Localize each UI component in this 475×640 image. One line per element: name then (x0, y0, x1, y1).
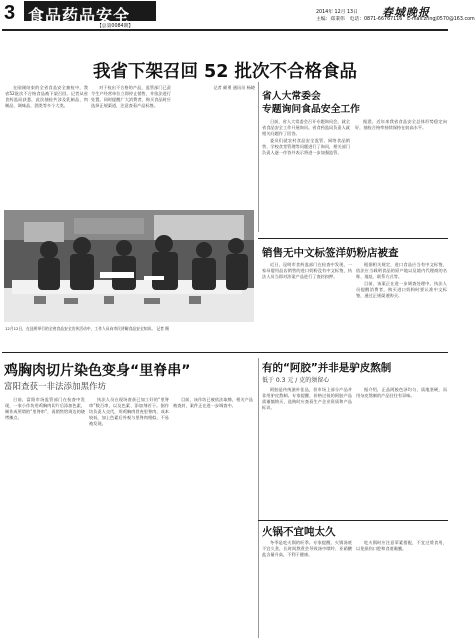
lead-paragraph: 对于检出不合格的产品，监管部门已责令生产经营单位立即停止销售，并依法进行处置。同时提醒广大消费者，购买食品时应选择正规渠道，注意查看产品标签。 (91, 85, 171, 109)
chicken-paragraph: 目前，该作坊已被依法取缔，相关产品被查封，案件正在进一步调查中。 (173, 397, 253, 409)
chicken-story-col-1 (5, 397, 85, 637)
lead-story-col-3 (175, 85, 255, 205)
sidebar-paragraph: 委员们就农村食品安全监管、网络食品销售、学校食堂管理等问题进行了询问，相关部门负责人逐一作答并表示将进一步加强监管。 (262, 138, 350, 156)
lead-headline: 我省下架召回 52 批次不合格食品 (92, 62, 358, 82)
chicken-paragraph: 执法人员在现场查获已加工好的“里脊串”数百串，以及色素、添加剂若干。据作坊负责人交代，用鸡胸肉冒充里脊肉，成本较低，加上色素后外观与里脊肉相似，不易被发现。 (89, 397, 169, 427)
middle-story-col-1 (262, 262, 352, 354)
hotpot-story-col-1 (262, 540, 352, 637)
hotpot-paragraph: 冬季是吃火锅的旺季。专家提醒，火锅汤底不宜久煮，长时间熬煮会导致汤中嘌呤、亚硝酸盐含量升高，不利于健康。 (262, 540, 352, 558)
lead-story-col-2 (91, 85, 171, 193)
middle-paragraph: 目前，该案正在进一步调查处理中。执法人员提醒消费者，购买进口奶粉时要认准中文标签，通过正规渠道购买。 (356, 281, 447, 299)
middle-story-title: 销售无中文标签洋奶粉店被查 (262, 247, 399, 259)
chicken-story-subtitle: 富阳查获一非法添加黑作坊 (4, 382, 107, 392)
hotpot-story-col-2 (356, 540, 447, 637)
photo-caption (5, 326, 255, 344)
middle-paragraph: 根据相关规定，进口食品应当有中文标签，依法应当载明食品的原产地以及境内代理商的名称、地址、联系方式等。 (356, 262, 447, 280)
sidebar-col-2 (355, 119, 447, 234)
main-photo (4, 210, 254, 322)
sidebar-title-line-1: 省人大常委会 (262, 91, 321, 102)
chicken-paragraph: 日前，富阳市场监管部门在检查中发现，一家小作坊用鸡胸肉切片后添加色素，制作成所谓的“里脊串”，再销售给周边的烧烤摊点。 (5, 397, 85, 421)
page-number: 3 (4, 2, 16, 24)
lead-byline: 记者 颜勇 通讯员 杨晓 (213, 85, 255, 90)
donkey-story-subtitle: 低于 0.3 元 / 克的须留心 (262, 377, 330, 384)
issue-number: 【总第0084期】 (97, 24, 134, 29)
sidebar-paragraph: 据悉，近年来我省食品安全总体形势稳定向好，抽检合格率持续保持在较高水平。 (355, 119, 447, 131)
chicken-story-col-2 (89, 397, 169, 637)
middle-story-col-2 (356, 262, 447, 354)
donkey-paragraph: 据介绍，正品阿胶色泽均匀、质地坚硬，而用杂皮熬制的产品往往有异味。 (356, 387, 447, 399)
editor-line: 主编：郑秉伟 电话：0871-66767116 E-mail:zhngj0570@163.com (316, 17, 475, 22)
chicken-story-title: 鸡胸肉切片染色变身“里脊串” (4, 363, 191, 379)
hotpot-story-rule (258, 520, 448, 521)
photo-caption-text: 12月12日，在昆明举行的全省食品安全宣传活动中，工作人员向市民讲解食品安全知识。 (5, 326, 156, 331)
lead-paragraph: 在刚刚结束的全省食品安全抽检中，我省52批次不合格食品被下架召回。记者从省食药监局获悉，此次抽检共涉及乳制品、肉制品、调味品、酒类等多个大类。 (5, 85, 88, 109)
donkey-story-rule (258, 358, 259, 638)
lead-story-col-1 (5, 85, 88, 193)
lower-section-rule (2, 352, 448, 353)
chicken-story-col-3 (173, 397, 253, 637)
middle-paragraph: 近日，昆明市食药监部门在检查中发现，一家母婴用品店销售的进口奶粉没有中文标签，执法人员当即对涉案产品进行了查封扣押。 (262, 262, 352, 280)
sidebar-title-line-2: 专题询问食品安全工作 (262, 104, 360, 115)
photo-credit: 记者 摄 (156, 326, 169, 331)
middle-story-rule (258, 238, 448, 239)
sidebar-rule (258, 82, 259, 232)
newspaper-logo: 春城晚报 (382, 6, 430, 19)
donkey-story-col-1 (262, 387, 352, 519)
hotpot-story-title: 火锅不宜吨太久 (262, 526, 336, 538)
donkey-paragraph: 阿胶是传统滋补佳品，但市场上部分产品并非用驴皮熬制。专家提醒，价格过低的阿胶产品需谨慎购买，选购时应查看生产企业资质和产品标识。 (262, 387, 352, 411)
publish-date: 2014年 12月 13日 (316, 10, 358, 15)
donkey-story-col-2 (356, 387, 447, 519)
sidebar-col-1 (262, 119, 350, 234)
sidebar-paragraph: 日前，省人大常委会召开专题询问会，就全省食品安全工作开展询问。省食药监局负责人就相关问题作了回答。 (262, 119, 350, 137)
donkey-story-title: 有的“阿胶”并非是驴皮熬制 (262, 362, 392, 374)
masthead-rule (2, 29, 448, 31)
hotpot-paragraph: 吃火锅时应注意荤素搭配，不宜过烫食用，以免损伤口腔和食道黏膜。 (356, 540, 447, 552)
section-title: 食品药品安全 (28, 6, 131, 25)
